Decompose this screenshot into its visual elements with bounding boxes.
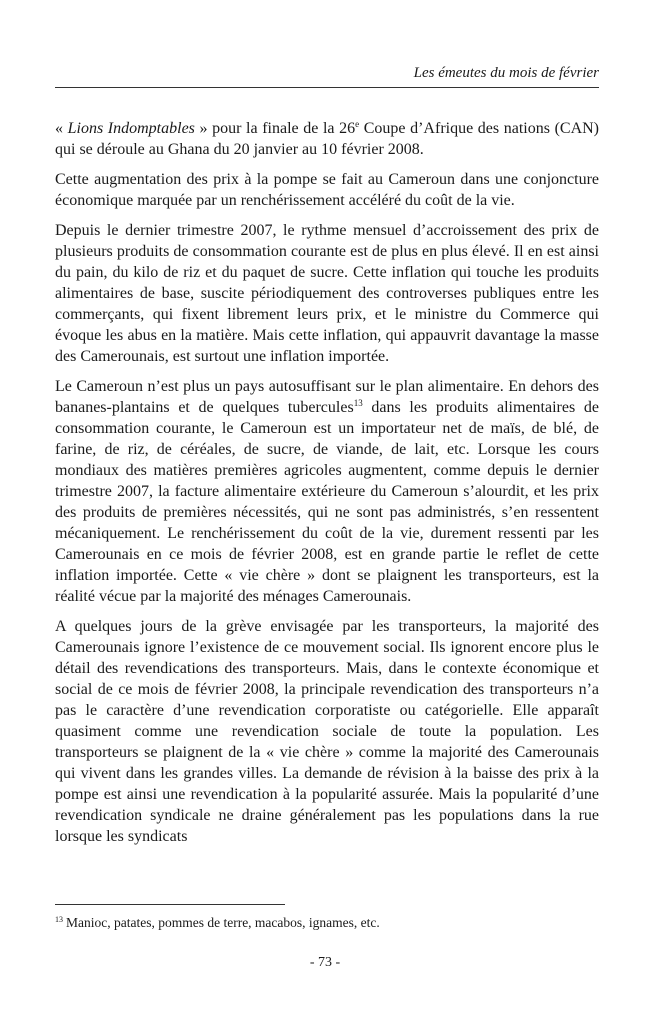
paragraph-3: Depuis le dernier trimestre 2007, le rythme mensuel d’accroissement des prix de plusieurs produits de consommation courante est de plus en plus élevé. Il en est ainsi du pain, du kilo de riz et du paquet de sucre. Cette inflation qui touche les produits alimentaires de base, suscite périodiquement des controverses publiques entre les commerçants, qui fixent librement leurs prix, et le ministre du Commerce qui évoque les abus en la matière. Mais cette inflation, qui appauvrit davantage la masse des Camerounais, est surtout une inflation importée. [55, 222, 599, 365]
paragraph-1-text-a: » pour la finale de la 26 [194, 120, 356, 137]
paragraph-4-text-a: Le Cameroun n’est plus un pays autosuffisant sur le plan alimentaire. En dehors des bananes-plantains et de quelques tubercules [55, 378, 599, 416]
paragraph-5: A quelques jours de la grève envisagée par les transporteurs, la majorité des Camerounais ignore l’existence de ce mouvement social. Ils ignorent encore plus le détail des revendications des transporteurs. Mais, dans le contexte économique et social de ce mois de février 2008, la principale revendication des transporteurs n’a pas le caractère d’une revendication corporatiste ou catégorielle. Elle apparaît quasiment comme une revendication sociale de toute la population. Les transporteurs se plaignent de la « vie chère » comme la majorité des Camerounais qui vivent dans les grandes villes. La demande de révision à la baisse des prix à la pompe est ainsi une revendication à la popularité assurée. Mais la popularité d’une revendication syndicale ne draine généralement pas les populations dans la rue lorsque les syndicats [55, 618, 599, 845]
ordinal-superscript: e [355, 119, 360, 129]
footnote-marker: 13 [55, 915, 63, 924]
paragraph-1 [55, 118, 599, 160]
paragraph-4 [55, 376, 599, 607]
footnote [55, 914, 599, 931]
running-header: Les émeutes du mois de février [413, 65, 599, 81]
team-name: Lions Indomptables [67, 120, 195, 137]
body-text [55, 118, 599, 856]
footnote-rule [55, 904, 285, 905]
header-rule [55, 87, 599, 88]
page-number: - 73 - [309, 955, 341, 970]
paragraph-1-text-b: Coupe d’Afrique des nations (CAN) qui se déroule au Ghana du 20 janvier au 10 février 2008. [55, 120, 599, 158]
footnote-reference: 13 [353, 398, 363, 408]
open-quote: « [55, 120, 68, 137]
paragraph-2: Cette augmentation des prix à la pompe se fait au Cameroun dans une conjoncture économique marquée par un renchérissement accéléré du coût de la vie. [55, 171, 599, 209]
footnote-text: Manioc, patates, pommes de terre, macabos, ignames, etc. [66, 915, 380, 930]
paragraph-4-text-b: dans les produits alimentaires de consommation courante, le Cameroun est un importateur net de maïs, de blé, de farine, de riz, de céréales, de sucre, de viande, de lait, etc. Lorsque les cours mondiaux des matières premières agricoles augmentent, comme depuis le dernier trimestre 2007, la facture alimentaire extérieure du Cameroun s’alourdit, et les prix des produits de premières nécessités, qui ne sont pas administrés, s’en ressentent mécaniquement. Le renchérissement du coût de la vie, durement ressenti par les Camerounais en ce mois de février 2008, est en grande partie le reflet de cette inflation importée. Cette « vie chère » dont se plaignent les transporteurs, est la réalité vécue par la majorité des ménages Camerounais. [55, 399, 599, 605]
